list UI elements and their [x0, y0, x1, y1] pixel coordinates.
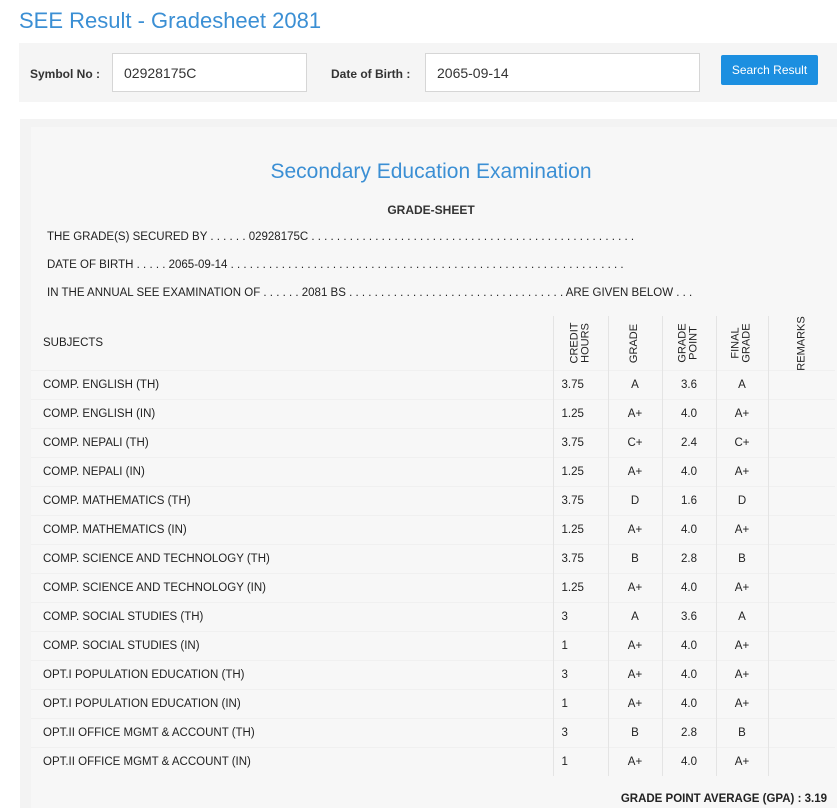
exam-title: Secondary Education Examination	[270, 160, 592, 183]
grade-cell: A	[608, 370, 662, 399]
page-title: SEE Result - Gradesheet 2081	[19, 8, 322, 33]
subject-cell: OPT.II OFFICE MGMT & ACCOUNT (IN)	[31, 747, 553, 776]
grade-cell: A+	[608, 631, 662, 660]
search-bar	[19, 43, 837, 102]
grade-point-cell: 1.6	[662, 486, 716, 515]
final-grade-cell: C+	[716, 428, 768, 457]
subject-cell: COMP. MATHEMATICS (TH)	[31, 486, 553, 515]
search-result-button[interactable]: Search Result	[721, 55, 818, 85]
remarks-cell	[768, 602, 835, 631]
credit-hours-cell: 3	[553, 602, 608, 631]
remarks-cell	[768, 486, 835, 515]
grade-cell: B	[608, 544, 662, 573]
credit-hours-cell: 3	[553, 660, 608, 689]
final-grade-cell: A+	[716, 573, 768, 602]
credit-hours-cell: 1.25	[553, 457, 608, 486]
grade-point-cell: 4.0	[662, 515, 716, 544]
remarks-cell	[768, 573, 835, 602]
remarks-cell	[768, 370, 835, 399]
table-row	[31, 486, 835, 515]
subject-cell: COMP. SCIENCE AND TECHNOLOGY (IN)	[31, 573, 553, 602]
final-grade-cell: A+	[716, 631, 768, 660]
credit-hours-cell: 1.25	[553, 515, 608, 544]
credit-hours-cell: 3.75	[553, 486, 608, 515]
subject-cell: COMP. ENGLISH (IN)	[31, 399, 553, 428]
final-grade-cell: D	[716, 486, 768, 515]
remarks-cell	[768, 660, 835, 689]
grade-point-cell: 4.0	[662, 573, 716, 602]
remarks-cell	[768, 457, 835, 486]
dob-line: DATE OF BIRTH . . . . . 2065-09-14 . . . . . . . . . . . . . . . . . . . . . . . . . . . . . . . . . . . . . . . . . . . . . . . . . . . . . . . . . . . . . .	[47, 259, 624, 271]
credit-hours-cell: 3	[553, 718, 608, 747]
table-row	[31, 573, 835, 602]
remarks-cell	[768, 689, 835, 718]
credit-hours-cell: 1.25	[553, 573, 608, 602]
final-grade-cell: A	[716, 370, 768, 399]
header-credit-hours	[553, 316, 608, 370]
subject-cell: COMP. SOCIAL STUDIES (TH)	[31, 602, 553, 631]
table-row	[31, 747, 835, 776]
final-grade-cell: A	[716, 602, 768, 631]
grade-cell: C+	[608, 428, 662, 457]
table-row	[31, 689, 835, 718]
subject-cell: OPT.I POPULATION EDUCATION (TH)	[31, 660, 553, 689]
grade-point-cell: 4.0	[662, 747, 716, 776]
subject-cell: COMP. NEPALI (TH)	[31, 428, 553, 457]
grade-point-cell: 3.6	[662, 602, 716, 631]
final-grade-cell: A+	[716, 747, 768, 776]
final-grade-cell: B	[716, 718, 768, 747]
subject-cell: OPT.I POPULATION EDUCATION (IN)	[31, 689, 553, 718]
final-grade-cell: A+	[716, 660, 768, 689]
remarks-cell	[768, 515, 835, 544]
dob-label: Date of Birth :	[331, 67, 411, 81]
table-row	[31, 660, 835, 689]
grade-cell: A+	[608, 457, 662, 486]
credit-hours-cell: 1	[553, 631, 608, 660]
grade-point-cell: 4.0	[662, 399, 716, 428]
subject-cell: COMP. NEPALI (IN)	[31, 457, 553, 486]
final-grade-cell: A+	[716, 689, 768, 718]
header-subjects: SUBJECTS	[43, 336, 104, 349]
exam-line: IN THE ANNUAL SEE EXAMINATION OF . . . . . . 2081 BS . . . . . . . . . . . . . . . . . . . . . . . . . . . . . . . . . . ARE GIVEN BELOW . . .	[47, 287, 693, 299]
header-grade-point	[662, 316, 716, 370]
dob-input[interactable]	[425, 53, 700, 92]
header-grade-text: GRADE	[628, 323, 641, 363]
table-row	[31, 399, 835, 428]
table-row	[31, 515, 835, 544]
grade-point-cell: 4.0	[662, 689, 716, 718]
table-header-row	[31, 316, 835, 370]
remarks-cell	[768, 718, 835, 747]
credit-hours-cell: 3.75	[553, 544, 608, 573]
symbol-input[interactable]	[112, 53, 307, 92]
header-grade-point-text: GRADE POINT	[677, 323, 700, 363]
table-row	[31, 428, 835, 457]
header-remarks-text: REMARKS	[795, 316, 808, 371]
gpa-summary: GRADE POINT AVERAGE (GPA) : 3.19	[620, 793, 827, 805]
remarks-cell	[768, 631, 835, 660]
remarks-cell	[768, 544, 835, 573]
grade-point-cell: 4.0	[662, 457, 716, 486]
table-row	[31, 544, 835, 573]
table-row	[31, 602, 835, 631]
header-final-grade	[716, 316, 768, 370]
table-row	[31, 457, 835, 486]
header-credit-hours-text: CREDIT HOURS	[568, 322, 592, 364]
grade-point-cell: 4.0	[662, 660, 716, 689]
grade-cell: A+	[608, 399, 662, 428]
table-row	[31, 370, 835, 399]
grade-cell: A+	[608, 515, 662, 544]
final-grade-cell: A+	[716, 515, 768, 544]
subject-cell: COMP. MATHEMATICS (IN)	[31, 515, 553, 544]
header-final-grade-text: FINAL GRADE	[730, 323, 753, 363]
grade-point-cell: 4.0	[662, 631, 716, 660]
secured-by-line: THE GRADE(S) SECURED BY . . . . . . 02928175C . . . . . . . . . . . . . . . . . . . . . . . . . . . . . . . . . . . . . . . . . . . . . . . . . . .	[47, 231, 635, 243]
final-grade-cell: B	[716, 544, 768, 573]
grade-cell: D	[608, 486, 662, 515]
grade-cell: A+	[608, 573, 662, 602]
grade-point-cell: 2.4	[662, 428, 716, 457]
gradesheet-container	[20, 119, 837, 808]
grade-cell: A+	[608, 689, 662, 718]
table-row	[31, 631, 835, 660]
subject-cell: COMP. ENGLISH (TH)	[31, 370, 553, 399]
credit-hours-cell: 1.25	[553, 399, 608, 428]
credit-hours-cell: 1	[553, 747, 608, 776]
grade-point-cell: 2.8	[662, 544, 716, 573]
grade-cell: A+	[608, 660, 662, 689]
grade-point-cell: 2.8	[662, 718, 716, 747]
credit-hours-cell: 1	[553, 689, 608, 718]
subject-cell: COMP. SOCIAL STUDIES (IN)	[31, 631, 553, 660]
grade-cell: B	[608, 718, 662, 747]
table-row	[31, 718, 835, 747]
gradesheet-title: GRADE-SHEET	[387, 203, 475, 217]
remarks-cell	[768, 747, 835, 776]
grade-cell: A	[608, 602, 662, 631]
remarks-cell	[768, 428, 835, 457]
header-grade	[608, 316, 662, 370]
remarks-cell	[768, 399, 835, 428]
subject-cell: OPT.II OFFICE MGMT & ACCOUNT (TH)	[31, 718, 553, 747]
header-remarks	[768, 316, 835, 370]
credit-hours-cell: 3.75	[553, 428, 608, 457]
subject-cell: COMP. SCIENCE AND TECHNOLOGY (TH)	[31, 544, 553, 573]
grade-point-cell: 3.6	[662, 370, 716, 399]
grade-cell: A+	[608, 747, 662, 776]
final-grade-cell: A+	[716, 399, 768, 428]
symbol-label: Symbol No :	[30, 67, 101, 81]
credit-hours-cell: 3.75	[553, 370, 608, 399]
gradesheet	[31, 127, 837, 808]
grades-table	[31, 316, 835, 776]
final-grade-cell: A+	[716, 457, 768, 486]
